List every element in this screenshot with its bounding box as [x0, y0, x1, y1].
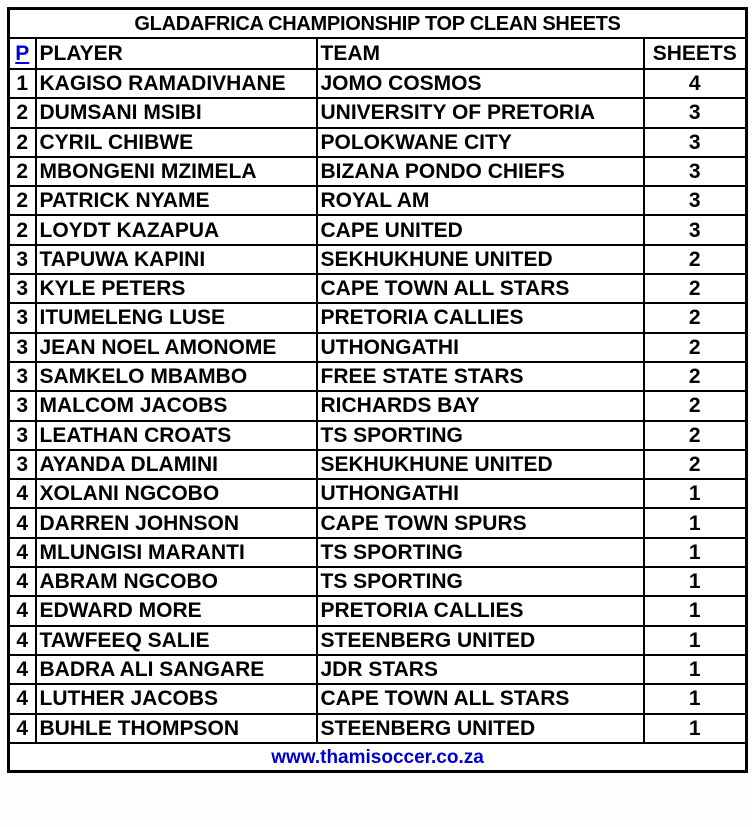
position-cell: 3 — [9, 333, 36, 362]
sheets-cell: 1 — [644, 479, 747, 508]
player-cell: SAMKELO MBAMBO — [36, 362, 317, 391]
player-cell: BADRA ALI SANGARE — [36, 655, 317, 684]
sheets-cell: 1 — [644, 626, 747, 655]
table-row — [9, 450, 747, 479]
table-row — [9, 303, 747, 332]
player-cell: AYANDA DLAMINI — [36, 450, 317, 479]
position-cell: 2 — [9, 215, 36, 244]
table-row — [9, 69, 747, 98]
table-row — [9, 626, 747, 655]
team-cell: TS SPORTING — [317, 421, 644, 450]
player-cell: DARREN JOHNSON — [36, 508, 317, 537]
sheets-cell: 4 — [644, 69, 747, 98]
player-cell: DUMSANI MSIBI — [36, 98, 317, 127]
column-header-position — [9, 38, 36, 69]
position-cell: 2 — [9, 98, 36, 127]
position-cell: 4 — [9, 567, 36, 596]
clean-sheets-table — [7, 7, 748, 773]
player-cell: TAPUWA KAPINI — [36, 245, 317, 274]
position-cell: 4 — [9, 655, 36, 684]
player-cell: BUHLE THOMPSON — [36, 714, 317, 743]
sheets-cell: 2 — [644, 362, 747, 391]
table-row — [9, 128, 747, 157]
position-cell: 1 — [9, 69, 36, 98]
player-cell: LEATHAN CROATS — [36, 421, 317, 450]
player-cell: JEAN NOEL AMONOME — [36, 333, 317, 362]
sheets-cell: 2 — [644, 274, 747, 303]
position-cell: 3 — [9, 245, 36, 274]
team-cell: SEKHUKHUNE UNITED — [317, 245, 644, 274]
column-header-team: TEAM — [317, 38, 644, 69]
sheets-cell: 1 — [644, 508, 747, 537]
table-row — [9, 274, 747, 303]
position-cell: 2 — [9, 128, 36, 157]
table-row — [9, 684, 747, 713]
sheets-cell: 2 — [644, 421, 747, 450]
table-row — [9, 391, 747, 420]
sheets-cell: 1 — [644, 714, 747, 743]
sheets-cell: 1 — [644, 655, 747, 684]
player-cell: LOYDT KAZAPUA — [36, 215, 317, 244]
table-row — [9, 538, 747, 567]
sheets-cell: 1 — [644, 596, 747, 625]
sheets-cell: 2 — [644, 391, 747, 420]
player-cell: LUTHER JACOBS — [36, 684, 317, 713]
position-cell: 4 — [9, 684, 36, 713]
player-cell: ABRAM NGCOBO — [36, 567, 317, 596]
position-cell: 3 — [9, 450, 36, 479]
player-cell: MBONGENI MZIMELA — [36, 157, 317, 186]
sheets-cell: 2 — [644, 450, 747, 479]
team-cell: POLOKWANE CITY — [317, 128, 644, 157]
sheets-cell: 1 — [644, 538, 747, 567]
sheets-cell: 3 — [644, 186, 747, 215]
team-cell: STEENBERG UNITED — [317, 626, 644, 655]
position-cell: 3 — [9, 421, 36, 450]
team-cell: RICHARDS BAY — [317, 391, 644, 420]
player-cell: ITUMELENG LUSE — [36, 303, 317, 332]
table-row — [9, 714, 747, 743]
page-title: GLADAFRICA CHAMPIONSHIP TOP CLEAN SHEETS — [9, 9, 747, 39]
team-cell: CAPE TOWN ALL STARS — [317, 274, 644, 303]
sheets-cell: 3 — [644, 215, 747, 244]
player-cell: MLUNGISI MARANTI — [36, 538, 317, 567]
player-cell: MALCOM JACOBS — [36, 391, 317, 420]
sheets-cell: 2 — [644, 303, 747, 332]
player-cell: KYLE PETERS — [36, 274, 317, 303]
player-cell: PATRICK NYAME — [36, 186, 317, 215]
table-row — [9, 508, 747, 537]
player-cell: TAWFEEQ SALIE — [36, 626, 317, 655]
sheets-cell: 1 — [644, 567, 747, 596]
team-cell: STEENBERG UNITED — [317, 714, 644, 743]
table-row — [9, 245, 747, 274]
position-cell: 4 — [9, 714, 36, 743]
player-cell: XOLANI NGCOBO — [36, 479, 317, 508]
position-cell: 3 — [9, 362, 36, 391]
column-header-player: PLAYER — [36, 38, 317, 69]
team-cell: JDR STARS — [317, 655, 644, 684]
column-header-sheets: SHEETS — [644, 38, 747, 69]
team-cell: ROYAL AM — [317, 186, 644, 215]
team-cell: CAPE TOWN SPURS — [317, 508, 644, 537]
position-cell: 4 — [9, 479, 36, 508]
position-cell: 4 — [9, 538, 36, 567]
team-cell: TS SPORTING — [317, 567, 644, 596]
team-cell: SEKHUKHUNE UNITED — [317, 450, 644, 479]
player-cell: EDWARD MORE — [36, 596, 317, 625]
sheets-cell: 2 — [644, 333, 747, 362]
sheets-cell: 3 — [644, 98, 747, 127]
team-cell: CAPE UNITED — [317, 215, 644, 244]
table-row — [9, 479, 747, 508]
sheets-cell: 2 — [644, 245, 747, 274]
team-cell: FREE STATE STARS — [317, 362, 644, 391]
player-cell: KAGISO RAMADIVHANE — [36, 69, 317, 98]
team-cell: UTHONGATHI — [317, 479, 644, 508]
table-row — [9, 567, 747, 596]
footer-row — [9, 743, 747, 772]
sheets-cell: 3 — [644, 157, 747, 186]
position-cell: 2 — [9, 157, 36, 186]
table-row — [9, 421, 747, 450]
table-row — [9, 333, 747, 362]
sheets-cell: 1 — [644, 684, 747, 713]
position-sort-link[interactable]: P — [15, 41, 30, 65]
team-cell: CAPE TOWN ALL STARS — [317, 684, 644, 713]
table-row — [9, 655, 747, 684]
player-cell: CYRIL CHIBWE — [36, 128, 317, 157]
position-cell: 3 — [9, 391, 36, 420]
team-cell: UTHONGATHI — [317, 333, 644, 362]
team-cell: BIZANA PONDO CHIEFS — [317, 157, 644, 186]
team-cell: TS SPORTING — [317, 538, 644, 567]
header-row — [9, 38, 747, 69]
position-cell: 4 — [9, 596, 36, 625]
table-row — [9, 362, 747, 391]
title-row — [9, 9, 747, 39]
team-cell: PRETORIA CALLIES — [317, 596, 644, 625]
sheets-cell: 3 — [644, 128, 747, 157]
position-cell: 3 — [9, 303, 36, 332]
position-cell: 4 — [9, 508, 36, 537]
website-link[interactable]: www.thamisoccer.co.za — [271, 746, 484, 768]
position-cell: 4 — [9, 626, 36, 655]
table-row — [9, 186, 747, 215]
table-row — [9, 157, 747, 186]
table-row — [9, 596, 747, 625]
team-cell: UNIVERSITY OF PRETORIA — [317, 98, 644, 127]
footer-cell — [9, 743, 747, 772]
table-row — [9, 215, 747, 244]
team-cell: PRETORIA CALLIES — [317, 303, 644, 332]
table-row — [9, 98, 747, 127]
position-cell: 3 — [9, 274, 36, 303]
team-cell: JOMO COSMOS — [317, 69, 644, 98]
position-cell: 2 — [9, 186, 36, 215]
